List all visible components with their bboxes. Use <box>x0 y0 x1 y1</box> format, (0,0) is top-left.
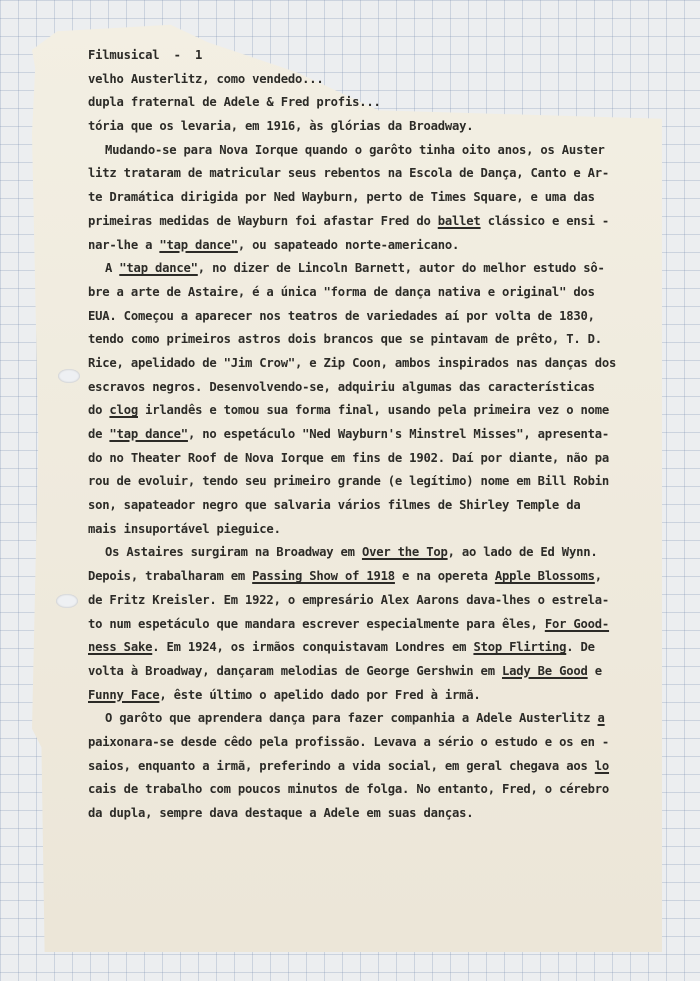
underlined-title: Funny Face <box>88 687 160 702</box>
text-segment: clássico e ensi - <box>480 213 610 228</box>
text-segment: te Dramática dirigida por Ned Wayburn, perto de Times Square, e uma das <box>88 190 595 205</box>
text-segment: , ao lado de Ed Wynn. <box>447 545 598 560</box>
text-line <box>88 186 648 210</box>
text-line <box>88 636 648 660</box>
text-segment: irlandês e tomou sua forma final, usando pela primeira vez o nome <box>137 403 610 418</box>
text-line <box>88 447 648 471</box>
underlined-title: a <box>597 711 605 726</box>
text-line <box>88 494 648 518</box>
text-line <box>88 399 648 423</box>
text-segment: A <box>105 261 120 276</box>
text-segment: , êste último o apelido dado por Fred à irmã. <box>159 687 481 702</box>
text-line <box>88 139 648 163</box>
underlined-title: "tap dance" <box>159 237 238 252</box>
text-segment: O garôto que aprendera dança para fazer companhia a Adele Austerlitz <box>105 711 598 726</box>
text-segment: tendo como primeiros astros dois brancos que se pintavam de prêto, T. D. <box>88 332 602 347</box>
text-segment: Os Astaires surgiram na Broadway em <box>105 545 362 560</box>
text-segment: e <box>587 663 602 678</box>
text-line <box>88 423 648 447</box>
text-line <box>88 589 648 613</box>
page-header: Filmusical - 1 <box>88 48 203 62</box>
underlined-title: Stop Flirting <box>473 640 567 655</box>
page-text <box>88 44 648 826</box>
text-segment: , <box>594 569 602 584</box>
text-segment: da dupla, sempre dava destaque a Adele em suas danças. <box>88 806 474 820</box>
text-line <box>88 162 648 186</box>
text-segment: . Em 1924, os irmãos conquistavam Londres em <box>152 640 474 655</box>
underlined-title: Apple Blossoms <box>494 569 595 584</box>
text-segment: saios, enquanto a irmã, preferindo a vida social, em geral chegava aos <box>88 758 595 773</box>
underlined-title: For Good- <box>544 616 610 631</box>
underlined-title: Passing Show of 1918 <box>252 569 395 584</box>
text-line <box>88 613 648 637</box>
text-line <box>88 376 648 400</box>
underlined-title: "tap dance" <box>119 261 198 276</box>
underlined-title: lo <box>594 758 610 773</box>
text-line <box>88 518 648 542</box>
text-segment: mais insuportável pieguice. <box>88 521 281 536</box>
text-segment: velho Austerlitz, como vendedo... <box>88 71 324 86</box>
text-line <box>88 305 648 329</box>
text-segment: primeiras medidas de Wayburn foi afastar Fred do <box>88 213 438 228</box>
text-line <box>88 281 648 305</box>
text-segment: dupla fraternal de Adele & Fred profis... <box>88 95 381 110</box>
text-line <box>88 210 648 234</box>
text-line <box>88 802 648 826</box>
text-line <box>88 684 648 708</box>
text-line <box>88 755 648 779</box>
punch-hole <box>58 369 80 383</box>
text-segment: , no espetáculo "Ned Wayburn's Minstrel Misses", apresenta- <box>187 427 610 441</box>
text-line <box>88 660 648 684</box>
text-segment: de <box>88 427 110 441</box>
text-line <box>88 707 648 731</box>
text-segment: do <box>88 403 110 418</box>
text-segment: bre a arte de Astaire, é a única "forma de dança nativa e original" dos <box>88 284 595 299</box>
text-segment: volta à Broadway, dançaram melodias de George Gershwin em <box>88 663 502 678</box>
text-segment: , ou sapateado norte-americano. <box>237 237 460 252</box>
text-line <box>88 470 648 494</box>
text-line <box>88 565 648 589</box>
text-segment: . De <box>566 640 595 655</box>
text-line <box>88 328 648 352</box>
text-segment: litz trataram de matricular seus rebentos na Escola de Dança, Canto e Ar- <box>88 166 610 181</box>
underlined-title: Lady Be Good <box>501 663 588 678</box>
text-line <box>88 541 648 565</box>
text-segment: cais de trabalho com poucos minutos de folga. No entanto, Fred, o cérebro <box>88 782 610 797</box>
text-line <box>88 257 648 281</box>
text-segment: son, sapateador negro que salvaria vários filmes de Shirley Temple da <box>88 498 581 513</box>
text-line <box>88 352 648 376</box>
text-segment: Depois, trabalharam em <box>88 569 253 584</box>
text-segment: EUA. Começou a aparecer nos teatros de variedades aí por volta de 1830, <box>88 308 595 323</box>
text-segment: de Fritz Kreisler. Em 1922, o empresário Alex Aarons dava-lhes o estrela- <box>88 592 610 607</box>
text-line <box>88 115 648 139</box>
text-segment: rou de evoluir, tendo seu primeiro grande (e legítimo) nome em Bill Robin <box>88 474 610 489</box>
text-line <box>88 234 648 258</box>
text-line <box>88 68 648 92</box>
underlined-title: ballet <box>437 213 481 228</box>
text-segment: Rice, apelidado de "Jim Crow", e Zip Coon, ambos inspirados nas danças dos <box>88 355 617 370</box>
underlined-title: clog <box>109 403 138 418</box>
text-line <box>88 778 648 802</box>
text-segment: do no Theater Roof de Nova Iorque em fins de 1902. Daí por diante, não pa <box>88 450 610 465</box>
text-segment: escravos negros. Desenvolvendo-se, adquiriu algumas das características <box>88 379 595 394</box>
text-line <box>88 91 648 115</box>
text-segment: to num espetáculo que mandara escrever especialmente para êles, <box>88 616 545 631</box>
text-segment: nar-lhe a <box>88 237 160 252</box>
punch-hole <box>56 594 78 608</box>
body-text <box>88 68 648 826</box>
underlined-title: "tap dance" <box>109 427 188 441</box>
underlined-title: ness Sake <box>88 640 153 655</box>
text-segment: paixonara-se desde cêdo pela profissão. Levava a sério o estudo e os en - <box>88 734 610 749</box>
underlined-title: Over the Top <box>361 545 448 560</box>
text-line <box>88 731 648 755</box>
text-segment: e na opereta <box>394 569 495 584</box>
text-segment: tória que os levaria, em 1916, às glórias da Broadway. <box>88 119 474 134</box>
text-segment: , no dizer de Lincoln Barnett, autor do melhor estudo sô- <box>197 261 605 276</box>
text-segment: Mudando-se para Nova Iorque quando o garôto tinha oito anos, os Auster <box>105 142 605 157</box>
